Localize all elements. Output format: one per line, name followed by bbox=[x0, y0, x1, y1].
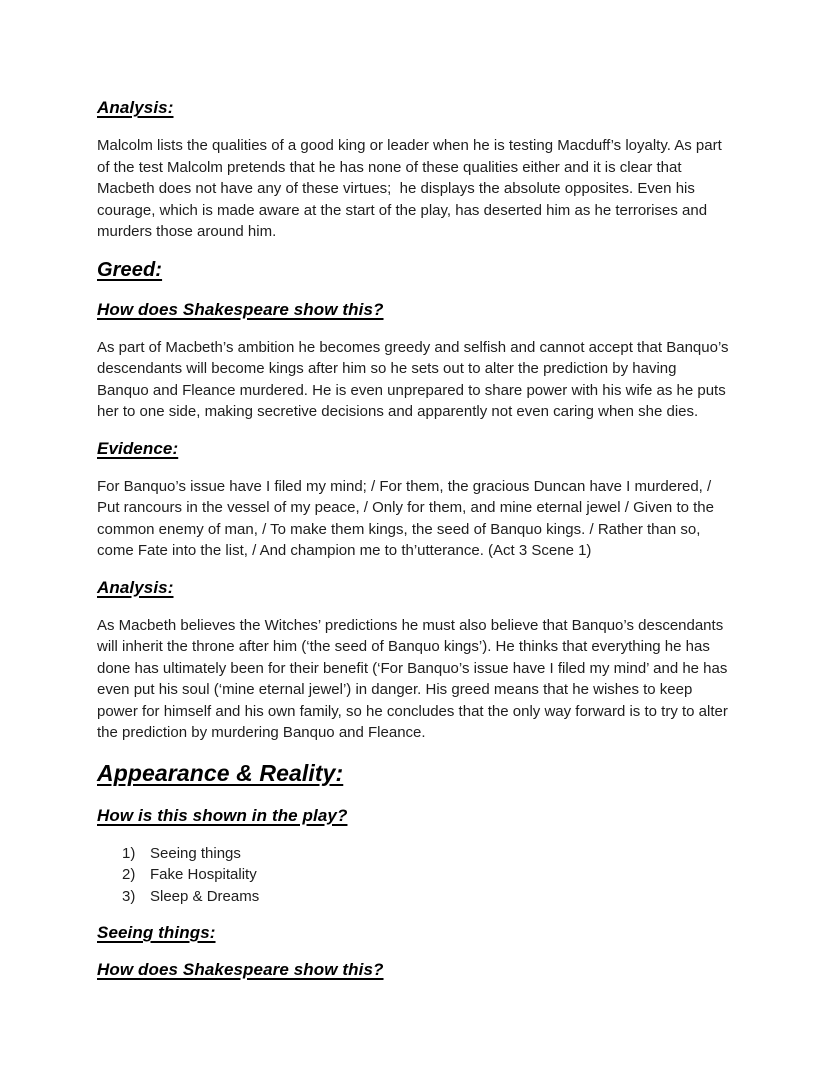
heading-greed: Greed: bbox=[97, 258, 163, 281]
list-item-seeing-things bbox=[122, 843, 730, 865]
list-item-text: Fake Hospitality bbox=[150, 866, 257, 883]
paragraph-analysis-malcolm: Malcolm lists the qualities of a good king or leader when he is testing Macduff’s loyalty. As part of the test Malcolm pretends that he has none of these qualities either and it is clear that Macbeth does not have any of these virtues; he displays the absolute opposites. Even his courage, which is made aware at the start of the play, has deserted him as he terrorises and murders those around him. bbox=[97, 137, 726, 240]
list-item-marker: 1) bbox=[122, 844, 136, 862]
heading-how-is-this-shown: How is this shown in the play? bbox=[97, 805, 348, 825]
heading-how-does-shakespeare-show-this-1: How does Shakespeare show this? bbox=[97, 299, 384, 319]
list-item-sleep-dreams bbox=[122, 886, 730, 908]
paragraph-evidence-quote: For Banquo’s issue have I filed my mind; / For them, the gracious Duncan have I murdered, / Put rancours in the vessel of my peace, / Only for them, and mine eternal jewel / Given to the common enemy of man, / To make them kings, the seed of Banquo kings. / Rather than so, come Fate into the list, / And champion me to th’utterance. (Act 3 Scene 1) bbox=[97, 477, 719, 559]
themes-list bbox=[97, 843, 730, 908]
list-item-marker: 2) bbox=[122, 866, 136, 883]
list-item-fake-hospitality bbox=[122, 864, 730, 886]
list-item-marker: 3) bbox=[122, 887, 136, 905]
heading-analysis-2: Analysis: bbox=[97, 577, 174, 597]
list-item-text: Seeing things bbox=[150, 844, 241, 862]
heading-seeing-things: Seeing things: bbox=[97, 923, 216, 942]
heading-appearance-reality: Appearance & Reality: bbox=[97, 759, 344, 786]
paragraph-greed: As part of Macbeth’s ambition he becomes greedy and selfish and cannot accept that Banquo’s descendants will become kings after him so he sets out to alter the prediction by having Banquo and Fleance murdered. He is even unprepared to share power with his wife as he puts her to one side, making secretive decisions and apparently not even caring when she dies. bbox=[97, 338, 733, 420]
list-item-text: Sleep & Dreams bbox=[150, 887, 260, 905]
paragraph-analysis-greed: As Macbeth believes the Witches’ predictions he must also believe that Banquo’s descendants will inherit the throne after him (‘the seed of Banquo kings’). He thinks that everything he has done has ultimately been for their benefit (‘For Banquo’s issue have I filed my mind’ and he has even put his soul (‘mine eternal jewel’) in danger. His greed means that he wishes to keep power for himself and his own family, so he concludes that the only way forward is to try to alter the prediction by murdering Banquo and Fleance. bbox=[97, 616, 733, 741]
heading-analysis-1: Analysis: bbox=[97, 98, 174, 117]
heading-evidence: Evidence: bbox=[97, 438, 179, 458]
heading-how-does-shakespeare-show-this-2: How does Shakespeare show this? bbox=[97, 960, 384, 979]
